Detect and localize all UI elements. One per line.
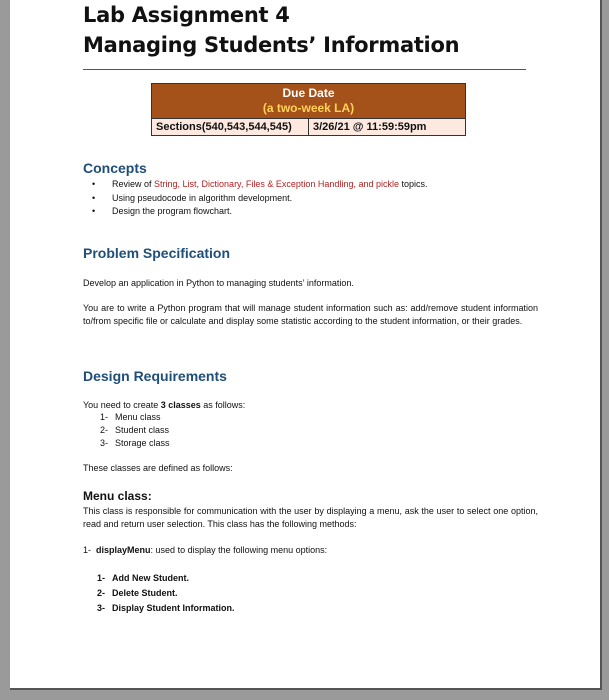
list-item: 3- Display Student Information. [97,603,235,613]
list-item: 2- Delete Student. [97,588,178,598]
concepts-heading: Concepts [83,160,147,176]
design-class-list [100,411,170,450]
concepts-item: • Review of String, List, Dictionary, Files & Exception Handling, and pickle topics. [103,178,428,192]
list-item: 1- Menu class [100,412,161,422]
concepts-item: • Design the program flowchart. [103,205,428,219]
due-date-row [152,118,465,135]
due-date-title: Due Date [282,86,335,100]
concepts-list [103,178,428,219]
display-menu-method: 1- displayMenu: used to display the following menu options: [83,545,328,555]
menu-options-list [97,571,235,616]
document-page [10,0,602,690]
list-item: 1- Add New Student. [97,573,189,583]
due-date-table [151,83,466,136]
menu-class-description: This class is responsible for communication with the user by displaying a menu, ask the user to select one option, read and return user selection. This class has the following methods: [83,506,538,529]
menu-class-heading: Menu class: [83,489,152,503]
due-date-sections: Sections(540,543,544,545) [152,119,309,135]
list-item: 3- Storage class [100,438,170,448]
problem-paragraph-1: Develop an application in Python to managing students’ information. [83,278,354,288]
concepts-item: • Using pseudocode in algorithm development. [103,192,428,206]
due-date-header [152,84,465,118]
problem-heading: Problem Specification [83,245,231,261]
title-line-1: Lab Assignment 4 [83,3,290,27]
problem-paragraph-2: You are to write a Python program that will manage student information such as: add/remove student information to/from specific file or calculate and display some statistic according to the student information, or their grades. [83,303,538,326]
design-intro: You need to create 3 classes as follows: [83,400,246,410]
due-date-subtitle: (a two-week LA) [262,101,355,115]
design-defined: These classes are defined as follows: [83,463,233,473]
due-date-deadline: 3/26/21 @ 11:59:59pm [313,121,427,133]
concepts-topics: String, List, Dictionary, Files & Exception Handling, and pickle [154,179,399,189]
list-item: 2- Student class [100,425,170,435]
design-heading: Design Requirements [83,368,227,384]
title-divider [83,69,526,70]
title-line-2: Managing Students’ Information [83,33,460,57]
